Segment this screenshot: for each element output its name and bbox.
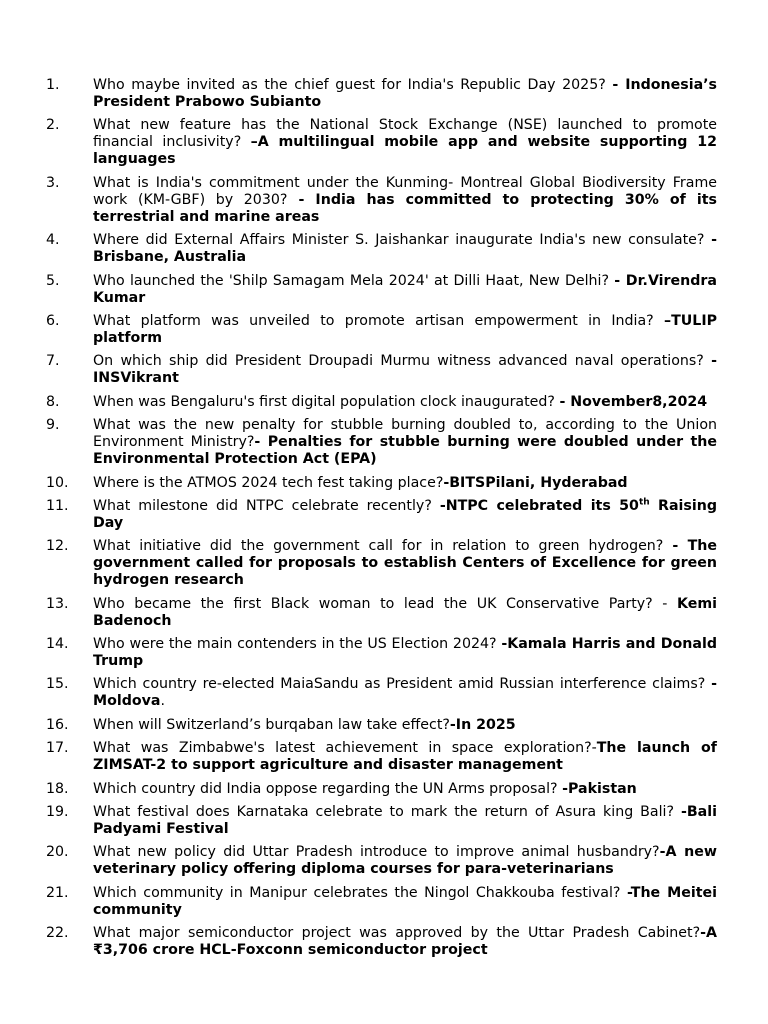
item-number: 10. <box>46 474 69 491</box>
item-number: 4. <box>46 232 60 249</box>
item-number: 3. <box>46 174 60 191</box>
list-item <box>0 498 768 532</box>
question-text: Which country re-elected MaiaSandu as President amid Russian interference claims? <box>93 676 712 693</box>
answer-text: The launch of ZIMSAT-2 to support agriculture and disaster management <box>93 740 717 774</box>
question-text: Who maybe invited as the chief guest for India's Republic Day 2025? <box>93 77 613 93</box>
question-text: Which country did India oppose regarding the UN Arms proposal? <box>93 780 563 797</box>
question-text: Which community in Manipur celebrates the Ningol Chakkouba festival? <box>93 884 627 901</box>
answer-text: - Dr.Virendra Kumar <box>93 272 717 306</box>
question-text: What is India's commitment under the Kunming- Montreal Global Biodiversity Frame work (KM-GBF) by 2030? <box>93 174 717 208</box>
list-item <box>0 596 768 630</box>
question-text: What festival does Karnataka celebrate to mark the return of Asura king Bali? <box>93 804 681 821</box>
ordinal-suffix: th <box>638 497 650 508</box>
answer-text: -BITSPilani, Hyderabad <box>443 474 628 491</box>
item-number: 20. <box>46 844 69 861</box>
list-item <box>0 781 768 798</box>
question-list <box>0 77 768 959</box>
list-item <box>0 475 768 492</box>
document-page <box>0 77 768 966</box>
question-text: Who were the main contenders in the US Election 2024? <box>93 636 502 653</box>
answer-text: - India has committed to protecting 30% of its terrestrial and marine areas <box>93 191 717 225</box>
item-number: 6. <box>46 312 60 329</box>
list-item <box>0 844 768 878</box>
item-number: 14. <box>46 636 69 653</box>
item-number: 21. <box>46 884 69 901</box>
question-text: What major semiconductor project was approved by the Uttar Pradesh Cabinet? <box>93 925 701 942</box>
list-item <box>0 538 768 589</box>
answer-text: -Brisbane, Australia <box>93 232 717 266</box>
question-text: What was Zimbabwe's latest achievement in space exploration?- <box>93 740 597 757</box>
item-number: 16. <box>46 716 69 733</box>
list-item <box>0 232 768 266</box>
question-text: What initiative did the government call for in relation to green hydrogen? <box>93 538 673 555</box>
list-item <box>0 273 768 307</box>
item-number: 9. <box>46 417 60 434</box>
question-text: What new policy did Uttar Pradesh introduce to improve animal husbandry? <box>93 844 660 861</box>
answer-text: - Penalties for stubble burning were doubled under the Environmental Protection Act (EPA) <box>93 434 717 468</box>
item-number: 15. <box>46 676 69 693</box>
answer-text: -INSVikrant <box>93 353 717 387</box>
item-number: 13. <box>46 595 69 612</box>
list-item <box>0 77 768 111</box>
question-text: When will Switzerland’s burqaban law take effect? <box>93 716 450 733</box>
answer-text: -A ₹3,706 crore HCL-Foxconn semiconductor project <box>93 925 717 959</box>
item-number: 18. <box>46 780 69 797</box>
list-item <box>0 175 768 226</box>
list-item <box>0 313 768 347</box>
item-number: 22. <box>46 925 69 942</box>
answer-text: -Kamala Harris and Donald Trump <box>93 636 717 670</box>
item-number: 12. <box>46 538 69 555</box>
list-item <box>0 804 768 838</box>
answer-text: - Indonesia’s President Prabowo Subianto <box>93 77 717 110</box>
item-number: 17. <box>46 740 69 757</box>
answer-text: -Bali Padyami Festival <box>93 804 717 838</box>
list-item <box>0 885 768 919</box>
item-number: 19. <box>46 804 69 821</box>
answer-text: -Moldova <box>93 676 717 710</box>
question-text: On which ship did President Droupadi Murmu witness advanced naval operations? <box>93 353 712 370</box>
item-number: 11. <box>46 497 69 514</box>
answer-text: -In 2025 <box>449 716 516 733</box>
answer-text: –A multilingual mobile app and website supporting 12 languages <box>93 134 717 168</box>
list-item <box>0 636 768 670</box>
item-number: 5. <box>46 272 60 289</box>
list-item <box>0 717 768 734</box>
list-item <box>0 417 768 468</box>
answer-text-part: Raising Day <box>93 497 717 531</box>
item-number: 8. <box>46 393 60 410</box>
answer-text-part: -NTPC celebrated its 50 <box>439 497 639 514</box>
list-item <box>0 117 768 168</box>
question-text: What was the new penalty for stubble burning doubled to, according to the Union Environment Ministry? <box>93 417 717 451</box>
question-text: Where did External Affairs Minister S. Jaishankar inaugurate India's new consulate? <box>93 232 712 249</box>
question-text: What milestone did NTPC celebrate recently? <box>93 497 440 514</box>
question-text: What platform was unveiled to promote artisan empowerment in India? <box>93 312 664 329</box>
answer-text: -The Meitei community <box>93 884 717 918</box>
answer-text: -Pakistan <box>562 780 637 797</box>
list-item <box>0 353 768 387</box>
item-number: 1. <box>46 77 60 93</box>
answer-text: –TULIP platform <box>93 312 717 346</box>
list-item <box>0 676 768 710</box>
answer-text: Kemi Badenoch <box>93 595 717 629</box>
item-number: 2. <box>46 117 60 134</box>
question-text: What new feature has the National Stock Exchange (NSE) launched to promote financial inclusivity? <box>93 117 717 151</box>
list-item <box>0 925 768 959</box>
trailing-period: . <box>160 693 165 710</box>
question-text: Where is the ATMOS 2024 tech fest taking place? <box>93 474 444 491</box>
question-text: Who launched the 'Shilp Samagam Mela 2024' at Dilli Haat, New Delhi? <box>93 272 615 289</box>
list-item <box>0 740 768 774</box>
list-item <box>0 394 768 411</box>
answer-text: -A new veterinary policy offering diploma courses for para-veterinarians <box>93 844 718 878</box>
item-number: 7. <box>46 353 60 370</box>
answer-text: - November8,2024 <box>559 393 708 410</box>
question-text: Who became the first Black woman to lead the UK Conservative Party? - <box>93 595 677 612</box>
answer-text: - The government called for proposals to establish Centers of Excellence for green hydrogen research <box>93 538 718 589</box>
question-text: When was Bengaluru's first digital population clock inaugurated? <box>93 393 560 410</box>
